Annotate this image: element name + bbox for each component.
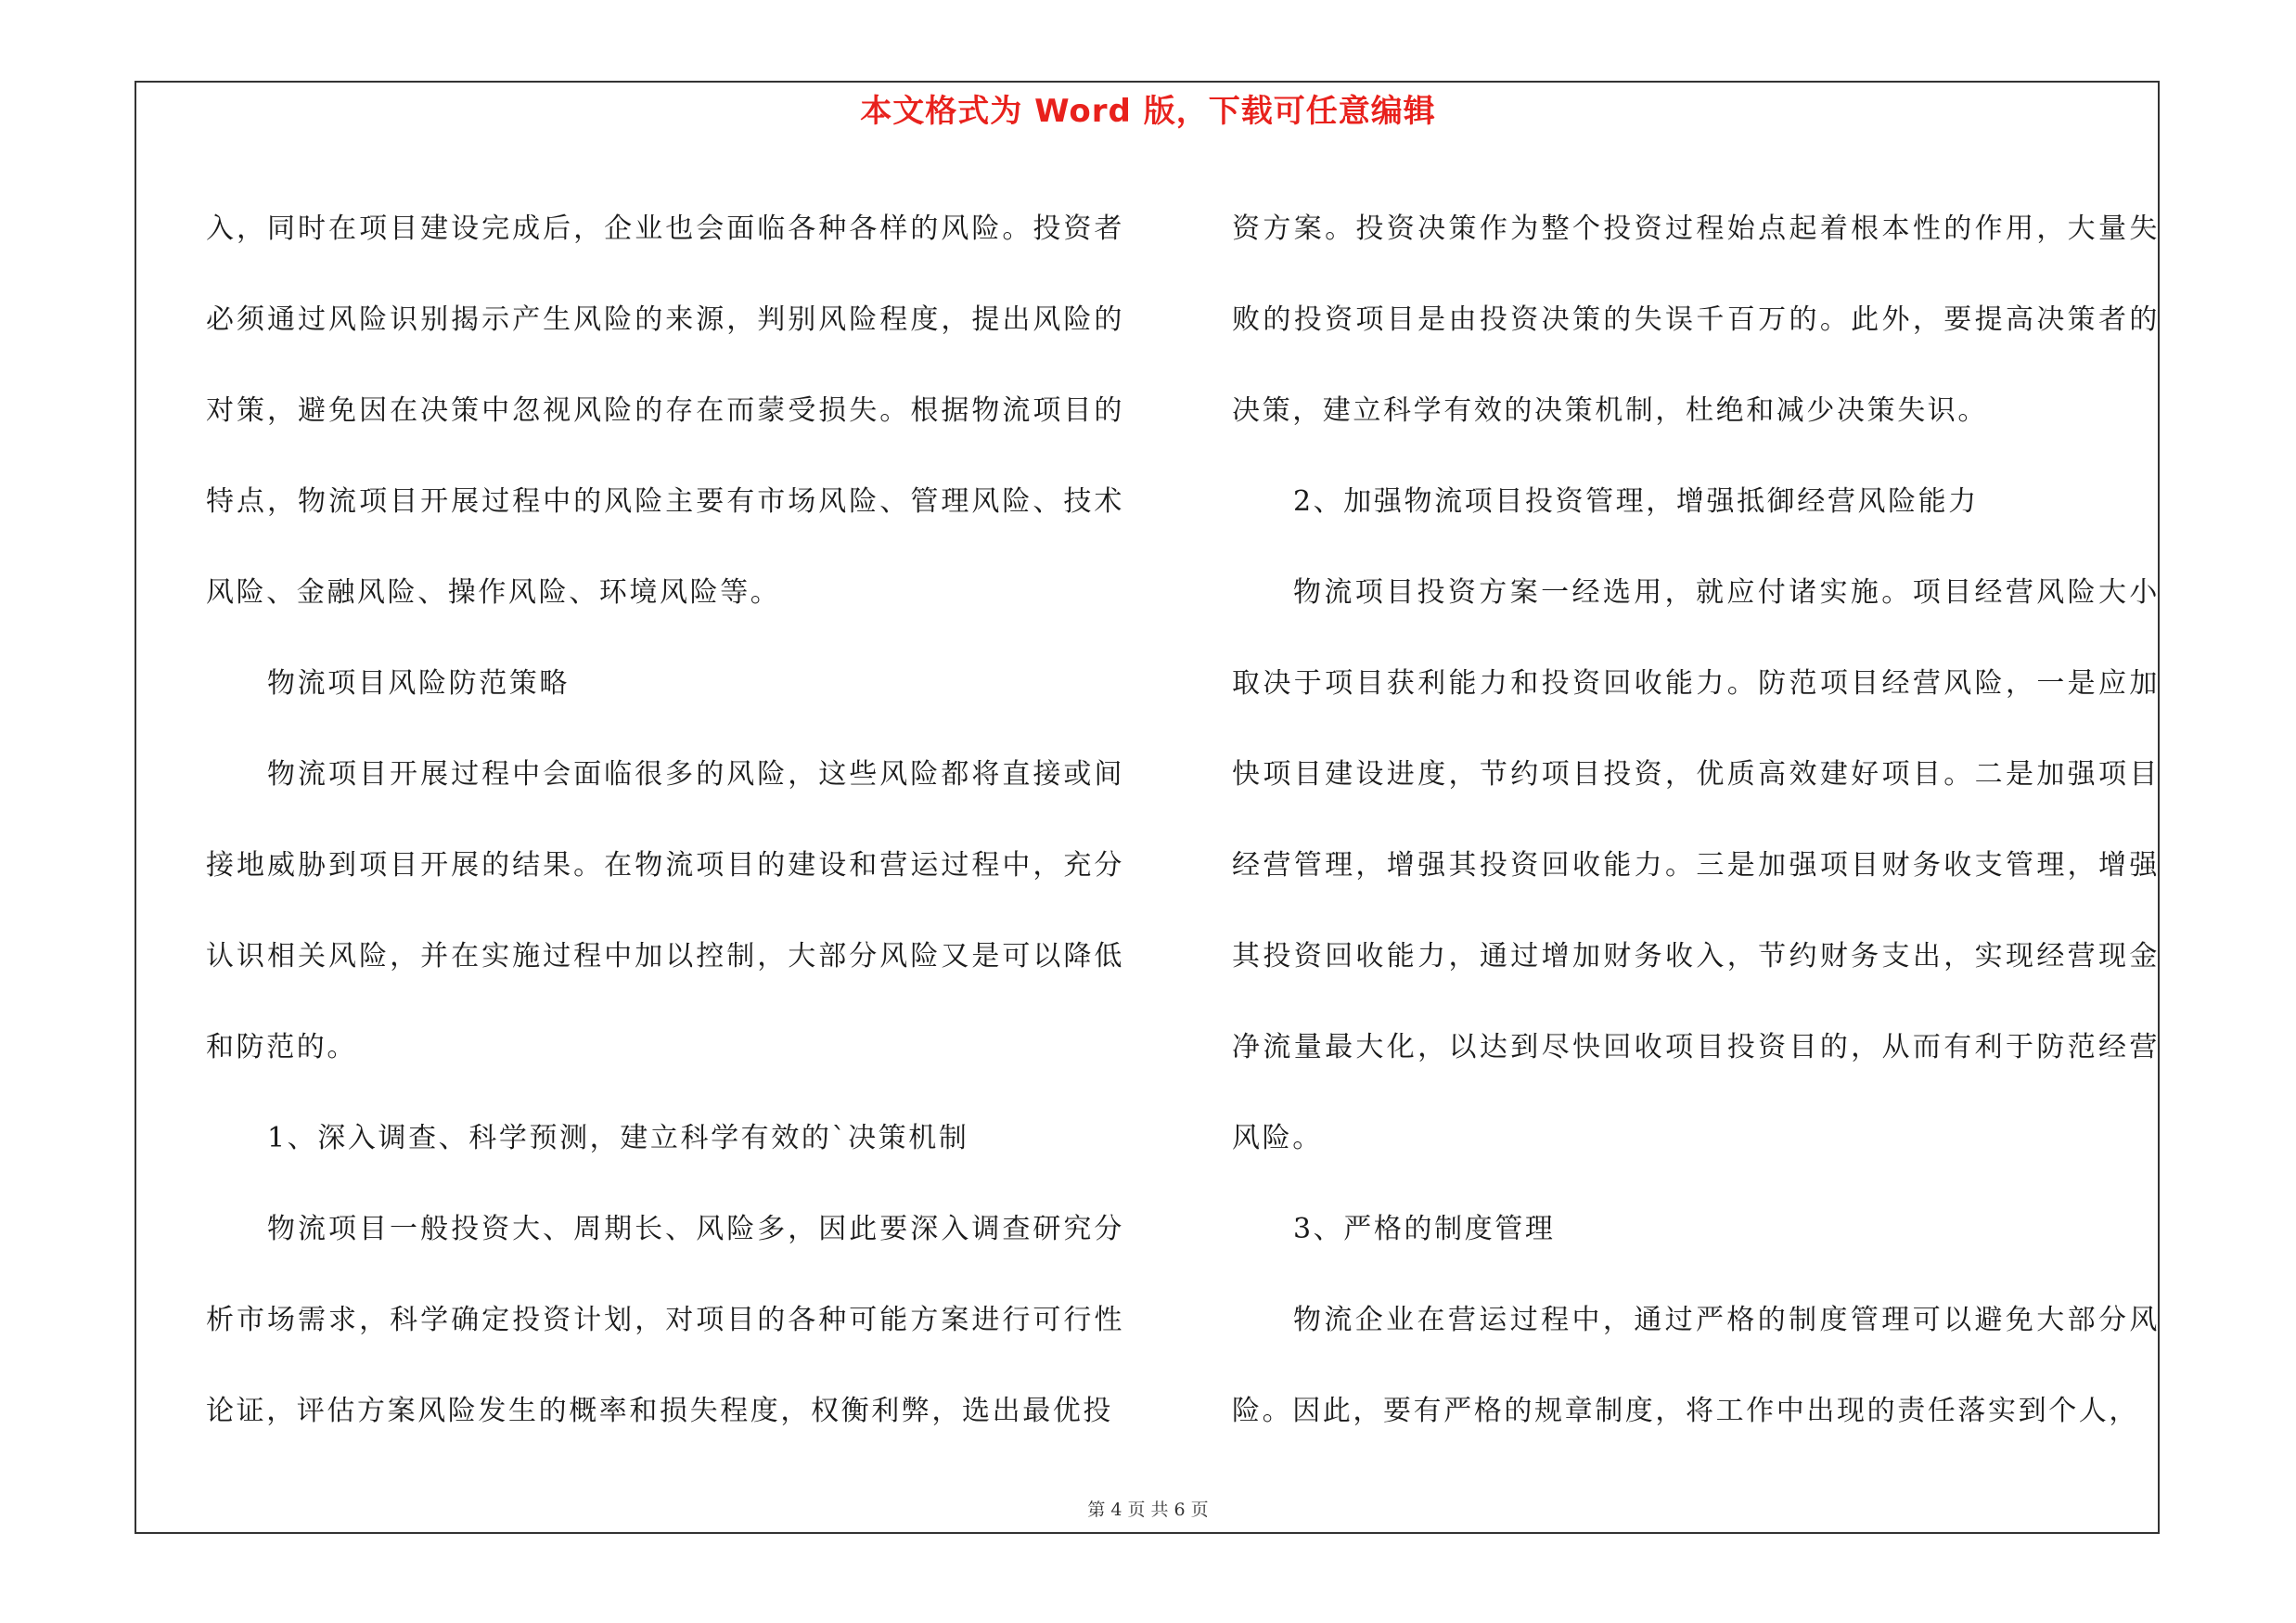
- left-column: [206, 184, 1124, 1457]
- paragraph: 入，同时在项目建设完成后，企业也会面临各种各样的风险。投资者必须通过风险识别揭示产生风险的来源，判别风险程度，提出风险的对策，避免因在决策中忽视风险的存在而蒙受损失。根据物流项目的特点，物流项目开展过程中的风险主要有市场风险、管理风险、技术风险、金融风险、操作风险、环境风险等。: [206, 213, 1124, 609]
- section-heading: 2、加强物流项目投资管理，增强抵御经营风险能力: [1293, 485, 1979, 518]
- paragraph: 物流项目投资方案一经选用，就应付诸实施。项目经营风险大小取决于项目获利能力和投资回收能力。防范项目经营风险，一是应加快项目建设进度，节约项目投资，优质高效建好项目。二是加强项目经营管理，增强其投资回收能力。三是加强项目财务收支管理，增强其投资回收能力，通过增加财务收入，节约财务支出，实现经营现金净流量最大化，以达到尽快回收项目投资目的，从而有利于防范经营风险。: [1232, 576, 2160, 1154]
- right-column: [1232, 184, 2160, 1457]
- section-heading: 物流项目风险防范策略: [267, 667, 570, 700]
- page-number: 第 4 页 共 6 页: [1087, 1500, 1209, 1520]
- paragraph: 资方案。投资决策作为整个投资过程始点起着根本性的作用，大量失败的投资项目是由投资决策的失误千百万的。此外，要提高决策者的决策，建立科学有效的决策机制，杜绝和减少决策失识。: [1232, 213, 2160, 427]
- section-heading: 1、深入调查、科学预测，建立科学有效的`决策机制: [267, 1122, 969, 1154]
- paragraph: 物流项目一般投资大、周期长、风险多，因此要深入调查研究分析市场需求，科学确定投资计划，对项目的各种可能方案进行可行性论证，评估方案风险发生的概率和损失程度，权衡利弊，选出最优投: [206, 1213, 1124, 1427]
- format-banner: 本文格式为 Word 版，下载可任意编辑: [860, 93, 1436, 130]
- section-heading: 3、严格的制度管理: [1293, 1213, 1556, 1245]
- paragraph: 物流企业在营运过程中，通过严格的制度管理可以避免大部分风险。因此，要有严格的规章制度，将工作中出现的责任落实到个人，: [1232, 1304, 2160, 1427]
- paragraph: 物流项目开展过程中会面临很多的风险，这些风险都将直接或间接地威胁到项目开展的结果。在物流项目的建设和营运过程中，充分认识相关风险，并在实施过程中加以控制，大部分风险又是可以降低和防范的。: [206, 758, 1124, 1063]
